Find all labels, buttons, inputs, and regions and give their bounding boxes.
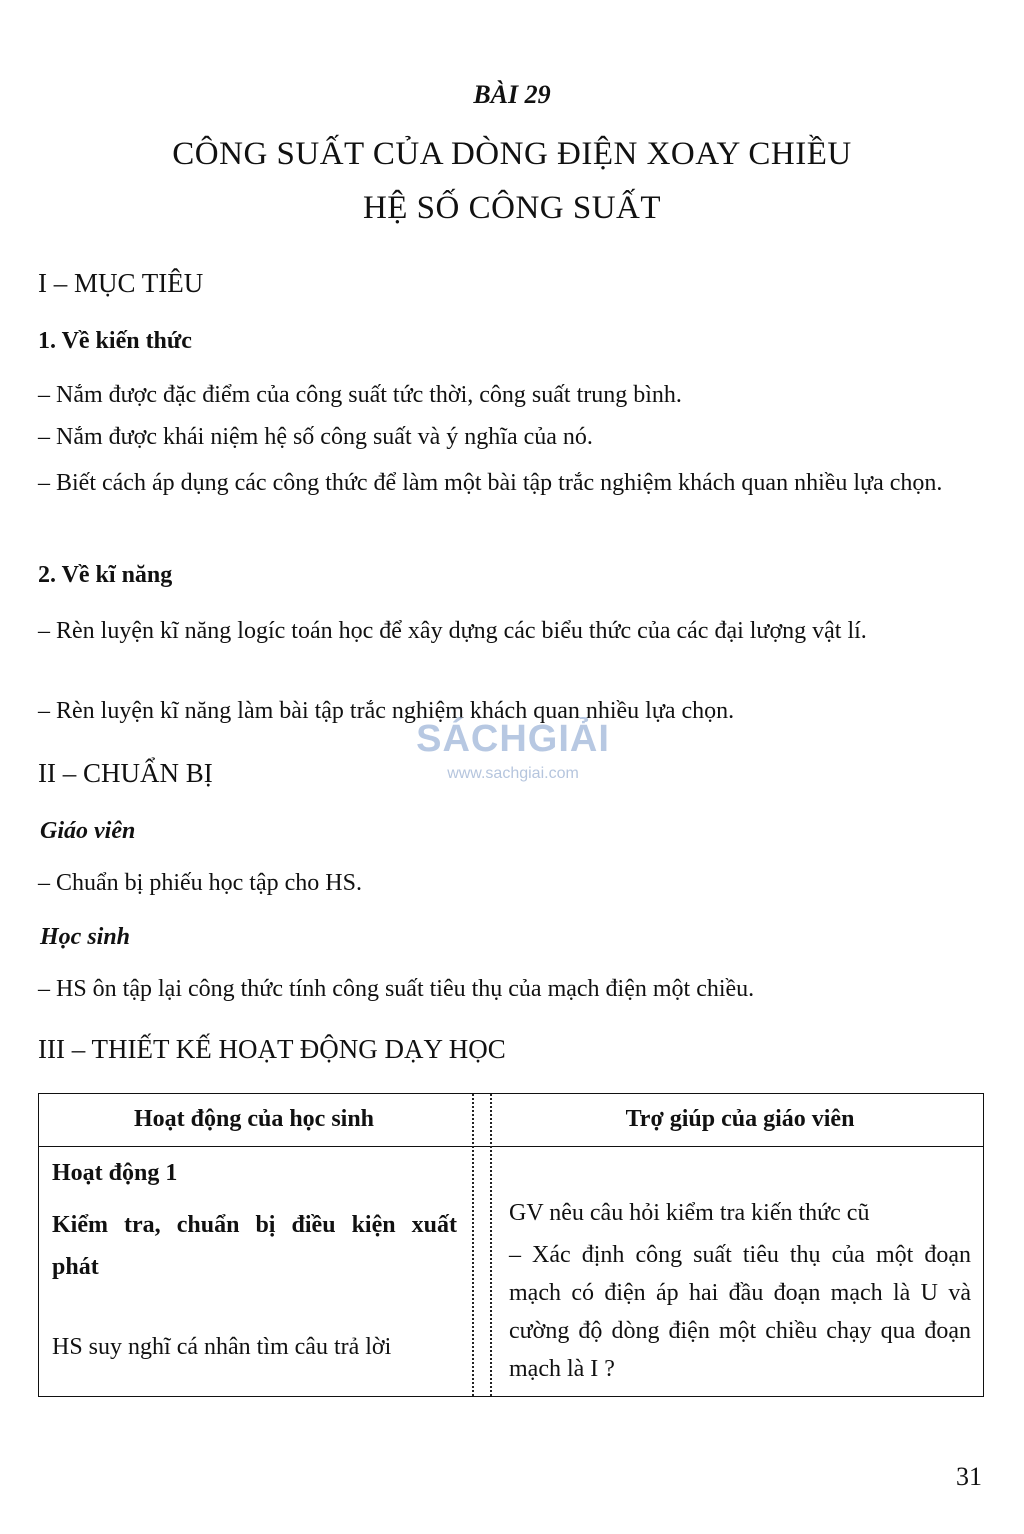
skills-item-2: – Rèn luyện kĩ năng làm bài tập trắc nghiệm khách quan nhiều lựa chọn. <box>38 698 735 724</box>
column-divider <box>467 1094 497 1396</box>
activity-title: Kiểm tra, chuẩn bị điều kiện xuất phát <box>52 1212 457 1280</box>
header-teacher-support: Trợ giúp của giáo viên <box>625 1106 855 1132</box>
knowledge-item-1: – Nắm được đặc điểm của công suất tức thời, công suất trung bình. <box>38 382 682 408</box>
teacher-item: – Chuẩn bị phiếu học tập cho HS. <box>38 870 362 896</box>
header-student-activity: Hoạt động của học sinh <box>133 1106 375 1132</box>
watermark-logo: SÁCHGIẢI <box>416 718 610 760</box>
table-header-row <box>39 1094 983 1147</box>
knowledge-heading: 1. Về kiến thức <box>38 328 192 354</box>
watermark <box>408 718 618 818</box>
student-item: – HS ôn tập lại công thức tính công suất tiêu thụ của mạch điện một chiều. <box>38 976 755 1002</box>
student-action: HS suy nghĩ cá nhân tìm câu trả lời <box>52 1334 392 1360</box>
lesson-title-line-2: HỆ SỐ CÔNG SUẤT <box>362 190 662 226</box>
section-preparation-heading: II – CHUẨN BỊ <box>38 758 213 788</box>
skills-heading: 2. Về kĩ năng <box>38 562 173 588</box>
lesson-number: BÀI 29 <box>473 80 551 109</box>
watermark-url: www.sachgiai.com <box>447 765 579 782</box>
teacher-heading: Giáo viên <box>40 818 136 844</box>
student-heading: Học sinh <box>40 924 131 950</box>
page-number: 31 <box>956 1462 982 1491</box>
section-objectives-heading: I – MỤC TIÊU <box>38 268 204 298</box>
skills-item-1: – Rèn luyện kĩ năng logíc toán học để xây dựng các biểu thức của các đại lượng vật lí. <box>38 618 867 644</box>
teacher-intro: GV nêu câu hỏi kiểm tra kiến thức cũ <box>509 1200 870 1226</box>
activity-number: Hoạt động 1 <box>52 1160 178 1186</box>
knowledge-item-2: – Nắm được khái niệm hệ số công suất và ý nghĩa của nó. <box>38 424 593 450</box>
section-activities-heading: III – THIẾT KẾ HOẠT ĐỘNG DẠY HỌC <box>38 1034 506 1064</box>
teacher-question: – Xác định công suất tiêu thụ của một đoạn mạch có điện áp hai đầu đoạn mạch là U và cường độ dòng điện một chiều chạy qua đoạn mạch là I ? <box>509 1242 971 1382</box>
activity-table <box>38 1093 984 1397</box>
lesson-title-line-1: CÔNG SUẤT CỦA DÒNG ĐIỆN XOAY CHIỀU <box>172 136 852 172</box>
knowledge-item-3: – Biết cách áp dụng các công thức để làm một bài tập trắc nghiệm khách quan nhiều lựa chọn. <box>38 470 943 496</box>
